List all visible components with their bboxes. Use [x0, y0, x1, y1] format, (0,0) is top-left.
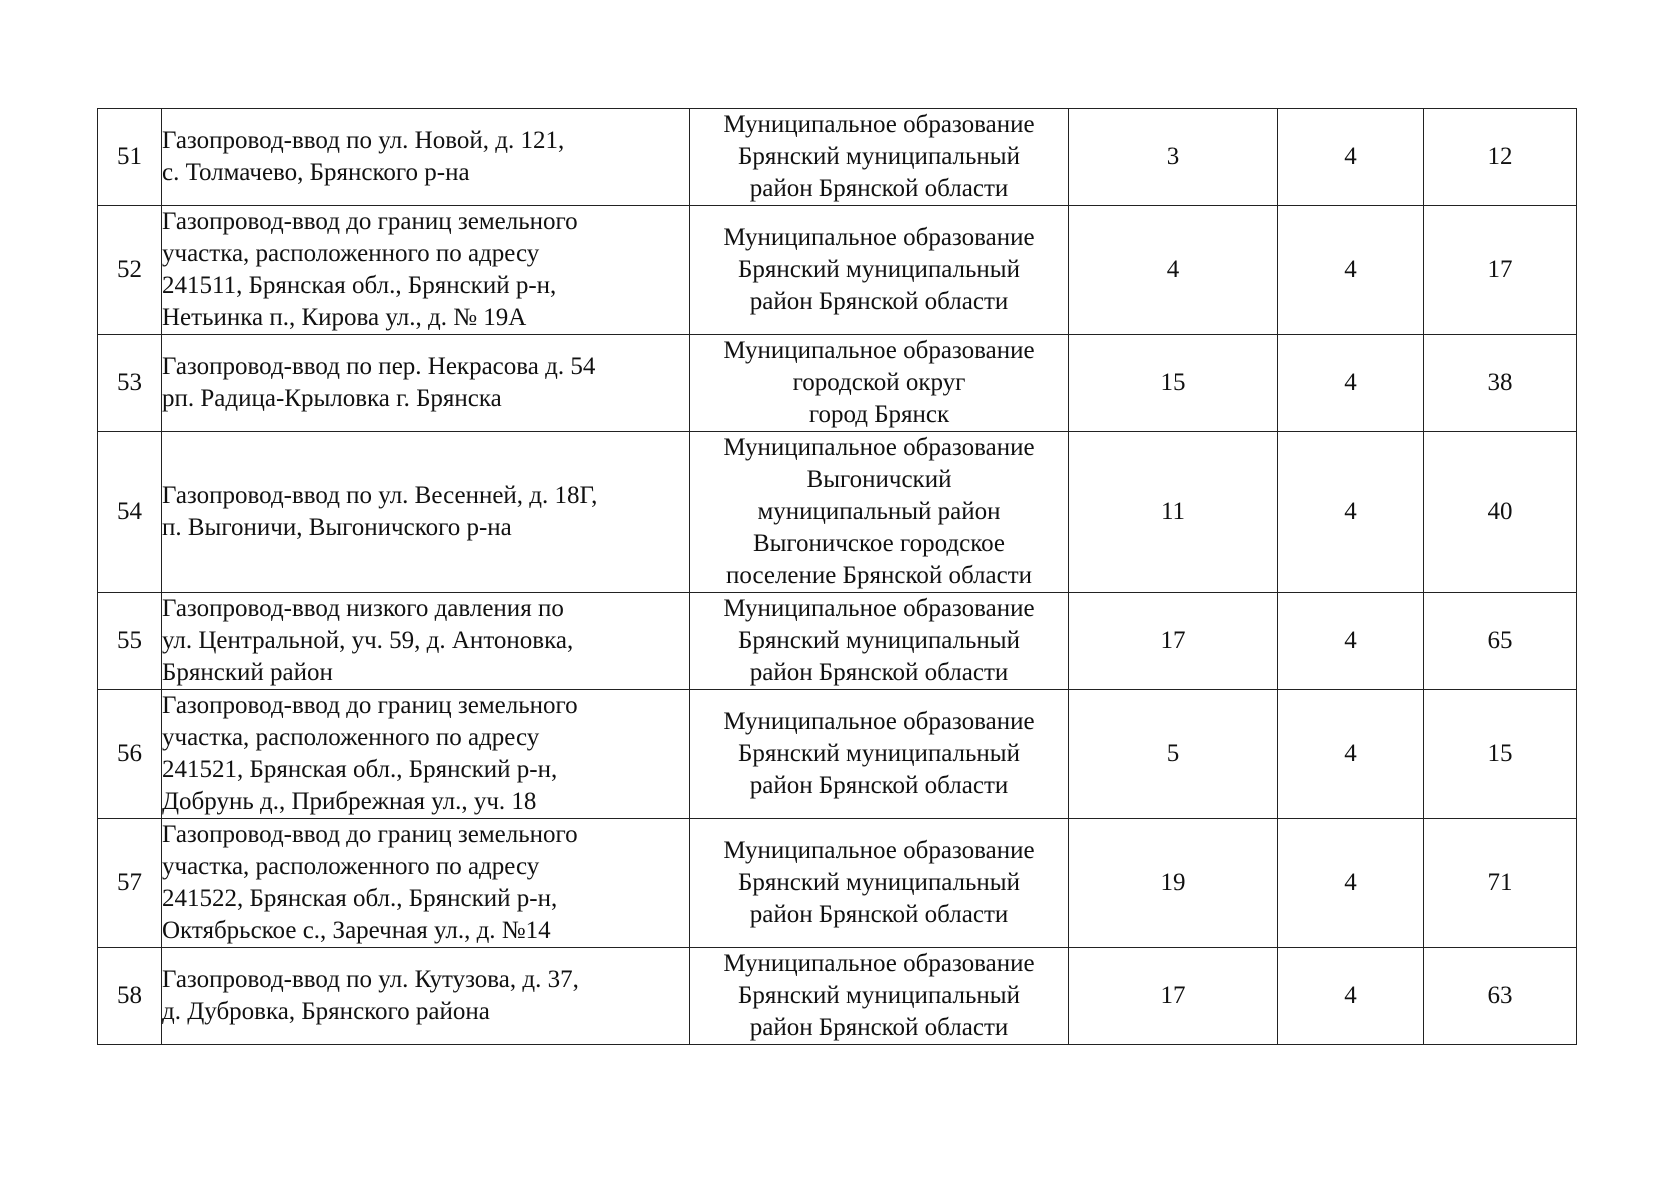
value-col-4: 19: [1069, 819, 1278, 948]
value-col-4: 15: [1069, 335, 1278, 432]
value-col-5: 4: [1278, 948, 1424, 1045]
row-number: 51: [98, 109, 162, 206]
value-col-6: 15: [1424, 690, 1577, 819]
value-col-5: 4: [1278, 690, 1424, 819]
row-number: 53: [98, 335, 162, 432]
row-number: 52: [98, 206, 162, 335]
value-col-5: 4: [1278, 335, 1424, 432]
row-number: 55: [98, 593, 162, 690]
object-description: Газопровод-ввод до границ земельного участка, расположенного по адресу 241521, Брянская обл., Брянский р-н, Добрунь д., Прибрежная ул., уч. 18: [162, 690, 690, 819]
municipality: Муниципальное образование Брянский муниципальный район Брянской области: [690, 206, 1069, 335]
municipality: Муниципальное образование Брянский муниципальный район Брянской области: [690, 819, 1069, 948]
value-col-6: 65: [1424, 593, 1577, 690]
pipeline-table: [97, 108, 1577, 1045]
object-description: Газопровод-ввод низкого давления по ул. Центральной, уч. 59, д. Антоновка, Брянский район: [162, 593, 690, 690]
row-number: 56: [98, 690, 162, 819]
table-row: [98, 432, 1577, 593]
value-col-4: 17: [1069, 593, 1278, 690]
value-col-6: 63: [1424, 948, 1577, 1045]
value-col-6: 71: [1424, 819, 1577, 948]
table-row: [98, 335, 1577, 432]
object-description: Газопровод-ввод по ул. Весенней, д. 18Г, п. Выгоничи, Выгоничского р-на: [162, 432, 690, 593]
municipality: Муниципальное образование Брянский муниципальный район Брянской области: [690, 690, 1069, 819]
value-col-4: 11: [1069, 432, 1278, 593]
value-col-4: 4: [1069, 206, 1278, 335]
table-row: [98, 593, 1577, 690]
value-col-5: 4: [1278, 206, 1424, 335]
row-number: 57: [98, 819, 162, 948]
municipality: Муниципальное образование Выгоничский муниципальный район Выгоничское городское поселение Брянской области: [690, 432, 1069, 593]
municipality: Муниципальное образование Брянский муниципальный район Брянской области: [690, 948, 1069, 1045]
table-row: [98, 109, 1577, 206]
table-row: [98, 948, 1577, 1045]
object-description: Газопровод-ввод по ул. Новой, д. 121, с. Толмачево, Брянского р-на: [162, 109, 690, 206]
value-col-4: 17: [1069, 948, 1278, 1045]
value-col-6: 12: [1424, 109, 1577, 206]
row-number: 58: [98, 948, 162, 1045]
municipality: Муниципальное образование Брянский муниципальный район Брянской области: [690, 593, 1069, 690]
value-col-6: 17: [1424, 206, 1577, 335]
object-description: Газопровод-ввод по пер. Некрасова д. 54 рп. Радица-Крыловка г. Брянска: [162, 335, 690, 432]
value-col-4: 3: [1069, 109, 1278, 206]
value-col-5: 4: [1278, 432, 1424, 593]
municipality: Муниципальное образование городской округ город Брянск: [690, 335, 1069, 432]
value-col-6: 38: [1424, 335, 1577, 432]
object-description: Газопровод-ввод до границ земельного участка, расположенного по адресу 241522, Брянская обл., Брянский р-н, Октябрьское с., Заречная ул., д. №14: [162, 819, 690, 948]
value-col-5: 4: [1278, 109, 1424, 206]
table-row: [98, 206, 1577, 335]
value-col-5: 4: [1278, 819, 1424, 948]
value-col-5: 4: [1278, 593, 1424, 690]
object-description: Газопровод-ввод до границ земельного участка, расположенного по адресу 241511, Брянская обл., Брянский р-н, Нетьинка п., Кирова ул., д. № 19А: [162, 206, 690, 335]
row-number: 54: [98, 432, 162, 593]
table-row: [98, 690, 1577, 819]
municipality: Муниципальное образование Брянский муниципальный район Брянской области: [690, 109, 1069, 206]
value-col-6: 40: [1424, 432, 1577, 593]
value-col-4: 5: [1069, 690, 1278, 819]
object-description: Газопровод-ввод по ул. Кутузова, д. 37, д. Дубровка, Брянского района: [162, 948, 690, 1045]
table-row: [98, 819, 1577, 948]
